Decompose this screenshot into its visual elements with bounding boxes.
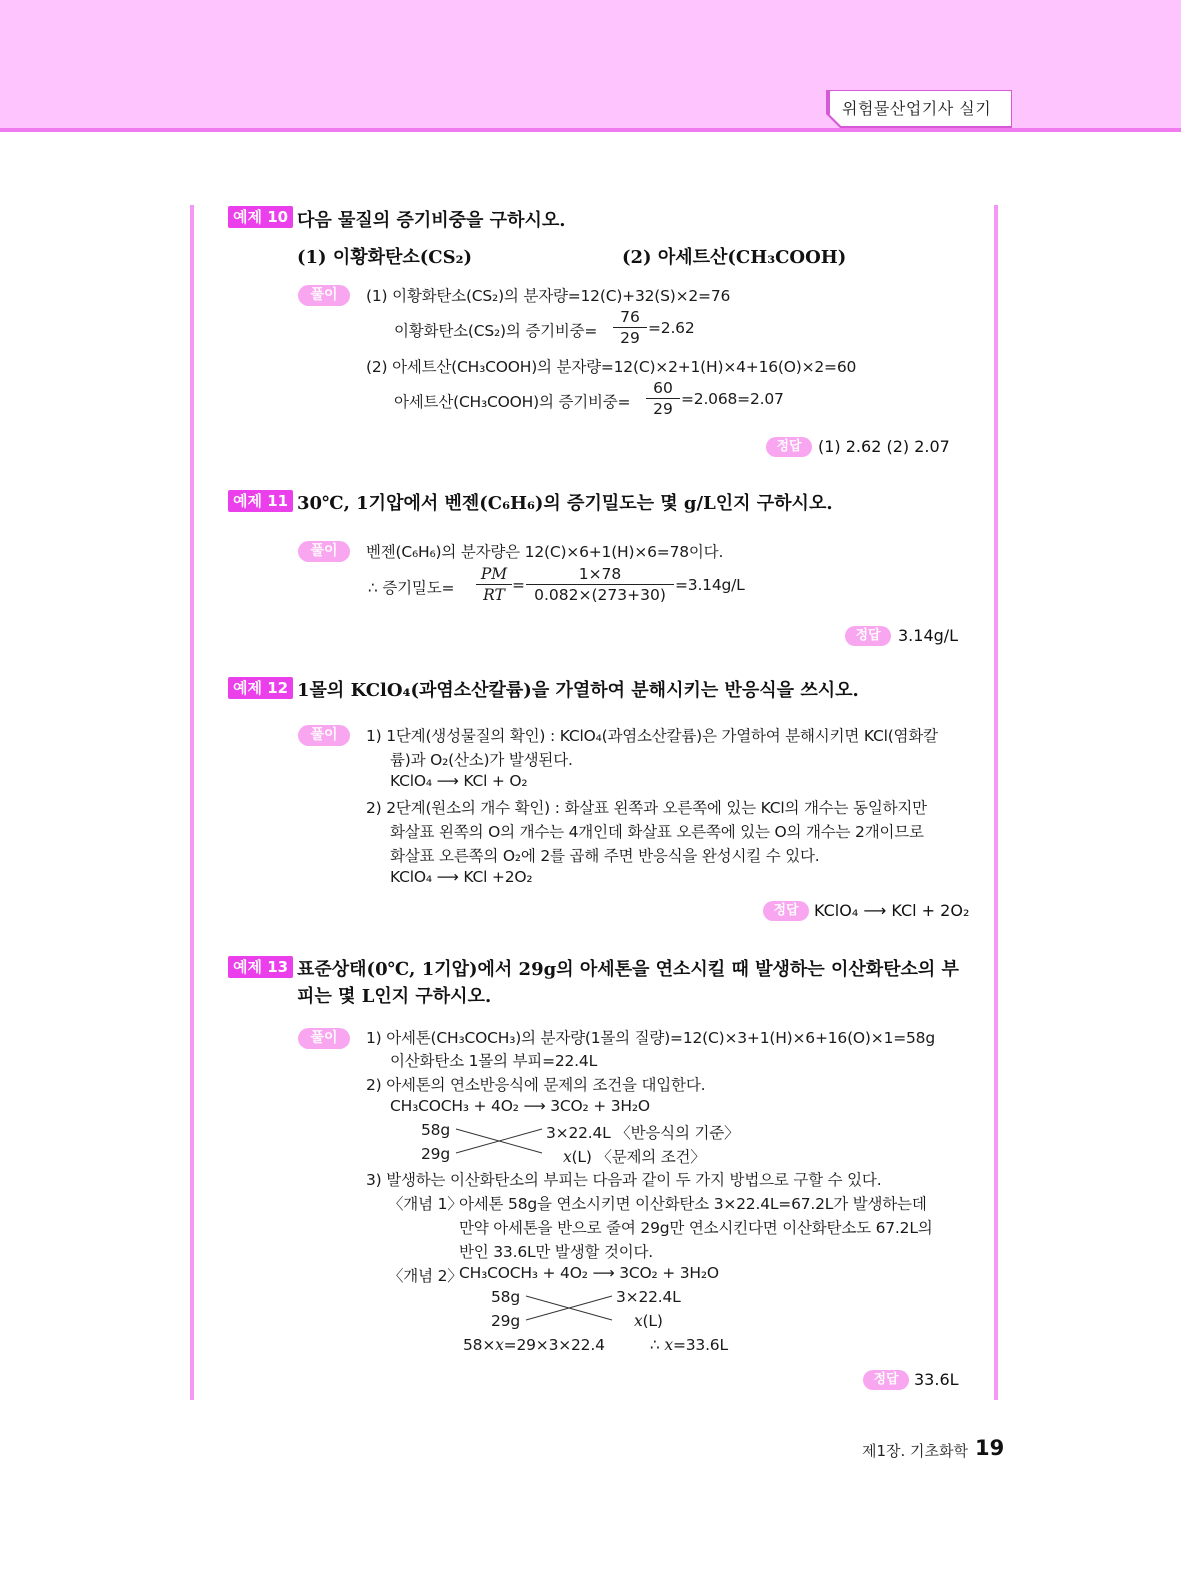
example-12-line-4: 2) 2단계(원소의 개수 확인) : 화살표 왼쪽과 오른쪽에 있는 KCl의 개수는 동일하지만 — [366, 799, 927, 817]
fraction-numerator: 60 — [646, 379, 680, 399]
variable-x: x — [563, 1148, 572, 1166]
example-12-line-2: 륨)과 O₂(산소)가 발생된다. — [390, 751, 573, 769]
example-10-answer: (1) 2.62 (2) 2.07 — [818, 437, 950, 456]
fraction-numerator: 76 — [613, 308, 647, 328]
example-10-line-4-result: =2.068=2.07 — [681, 390, 784, 408]
example-10-item-2: (2) 아세트산(CH₃COOH) — [622, 247, 847, 268]
left-margin-rule — [190, 205, 194, 1400]
example-10-answer-tag: 정답 — [766, 437, 812, 457]
page-number: 19 — [975, 1436, 1005, 1460]
proportion-2-left-bottom: 29g — [491, 1312, 520, 1330]
example-12-line-1: 1) 1단계(생성물질의 확인) : KClO₄(과염소산칼륨)은 가열하여 분해시키면 KCl(염화칼 — [366, 727, 938, 745]
example-12-line-5: 화살표 왼쪽의 O의 개수는 4개인데 화살표 오른쪽에 있는 O의 개수는 2개이므로 — [390, 823, 924, 841]
proportion-2-right-bottom-text: (L) — [642, 1312, 663, 1330]
example-13-tag: 예제 13 — [228, 956, 293, 978]
example-11-solution-tag: 풀이 — [298, 541, 350, 562]
example-13-reaction-1: CH₃COCH₃ + 4O₂ ⟶ 3CO₂ + 3H₂O — [390, 1097, 650, 1115]
concept-2-label: 〈개념 2〉 — [388, 1267, 463, 1285]
proportion-1-right-bottom-text: (L) 〈문제의 조건〉 — [571, 1148, 706, 1166]
fraction-denominator: RT — [483, 586, 505, 604]
example-10-fraction-2 — [646, 379, 680, 418]
concept-1-line-3: 반인 33.6L만 발생할 것이다. — [459, 1243, 654, 1261]
fraction-denominator: 29 — [620, 329, 640, 347]
example-12-line-6: 화살표 오른쪽의 O₂에 2를 곱해 주면 반응식을 완성시킬 수 있다. — [390, 847, 820, 865]
example-12-question: 1몰의 KClO₄(과염소산칼륨)을 가열하여 분해시키는 반응식을 쓰시오. — [297, 680, 859, 701]
header-divider — [0, 128, 1181, 132]
example-12-tag: 예제 12 — [228, 677, 293, 699]
example-13-answer-tag: 정답 — [863, 1370, 909, 1390]
example-13-solution-tag: 풀이 — [298, 1028, 350, 1049]
proportion-1-right-top: 3×22.4L 〈반응식의 기준〉 — [546, 1124, 740, 1142]
example-10-tag: 예제 10 — [228, 206, 293, 228]
final-eq-part-a: 58× — [463, 1336, 496, 1354]
example-11-fraction-pm-rt — [476, 565, 512, 604]
example-13-line-3: 2) 아세톤의 연소반응식에 문제의 조건을 대입한다. — [366, 1076, 706, 1094]
fraction-denominator: 29 — [653, 400, 673, 418]
variable-x: x — [664, 1336, 673, 1354]
example-11-line-1: 벤젠(C₆H₆)의 분자량은 12(C)×6+1(H)×6=78이다. — [366, 543, 724, 561]
example-13-question-line-1: 표준상태(0℃, 1기압)에서 29g의 아세톤을 연소시킬 때 발생하는 이산화탄소의 부 — [297, 959, 959, 980]
concept-1-line-2: 만약 아세톤을 반으로 줄여 29g만 연소시킨다면 이산화탄소도 67.2L의 — [459, 1219, 933, 1237]
variable-x: x — [634, 1312, 643, 1330]
fraction-numerator: PM — [476, 565, 512, 585]
example-11-line-2-result: =3.14g/L — [675, 576, 745, 594]
example-10-item-1: (1) 이황화탄소(CS₂) — [297, 247, 473, 268]
final-result-value: =33.6L — [672, 1336, 728, 1354]
example-10-question: 다음 물질의 증기비중을 구하시오. — [297, 210, 566, 231]
example-11-fraction-values — [526, 565, 674, 604]
example-12-line-3: KClO₄ ⟶ KCl + O₂ — [390, 772, 528, 790]
concept-1-label: 〈개념 1〉 — [388, 1195, 463, 1213]
concept-1-line-1: 아세톤 58g을 연소시키면 이산화탄소 3×22.4L=67.2L가 발생하는데 — [459, 1195, 927, 1213]
example-10-line-2: 이황화탄소(CS₂)의 증기비중= — [394, 322, 598, 340]
variable-x: x — [495, 1336, 504, 1354]
example-11-tag: 예제 11 — [228, 490, 293, 512]
proportion-1-right-bottom — [563, 1145, 706, 1167]
proportion-1-cross-lines — [454, 1126, 546, 1156]
example-11-equals: = — [512, 576, 525, 594]
example-13-line-5: 3) 발생하는 이산화탄소의 부피는 다음과 같이 두 가지 방법으로 구할 수 있다. — [366, 1171, 882, 1189]
therefore-symbol: ∴ — [650, 1336, 660, 1354]
right-margin-rule — [994, 205, 998, 1400]
example-13-answer: 33.6L — [914, 1370, 959, 1389]
example-10-solution-tag: 풀이 — [298, 285, 350, 306]
example-13-question-line-2: 피는 몇 L인지 구하시오. — [297, 986, 492, 1007]
proportion-2-cross-lines — [524, 1293, 616, 1323]
example-11-answer: 3.14g/L — [898, 626, 959, 645]
book-title: 위험물산업기사 실기 — [842, 99, 992, 118]
example-11-answer-tag: 정답 — [845, 626, 891, 646]
example-12-line-7: KClO₄ ⟶ KCl +2O₂ — [390, 868, 533, 886]
proportion-2-right-top: 3×22.4L — [616, 1288, 681, 1306]
footer-chapter: 제1장. 기초화학 — [862, 1442, 969, 1460]
proportion-2-left-top: 58g — [491, 1288, 520, 1306]
example-12-answer-tag: 정답 — [763, 901, 809, 921]
proportion-1-left-bottom: 29g — [421, 1145, 450, 1163]
example-13-line-1: 1) 아세톤(CH₃COCH₃)의 분자량(1몰의 질량)=12(C)×3+1(H)×6+16(O)×1=58g — [366, 1029, 935, 1047]
final-equation — [463, 1336, 605, 1354]
concept-2-reaction: CH₃COCH₃ + 4O₂ ⟶ 3CO₂ + 3H₂O — [459, 1264, 719, 1282]
fraction-numerator: 1×78 — [526, 565, 674, 585]
example-10-line-1: (1) 이황화탄소(CS₂)의 분자량=12(C)+32(S)×2=76 — [366, 287, 731, 305]
example-10-line-4: 아세트산(CH₃COOH)의 증기비중= — [394, 393, 631, 411]
example-12-answer: KClO₄ ⟶ KCl + 2O₂ — [814, 901, 970, 920]
proportion-2-right-bottom — [634, 1312, 663, 1330]
example-11-line-2: ∴ 증기밀도= — [368, 579, 455, 597]
example-10-line-3: (2) 아세트산(CH₃COOH)의 분자량=12(C)×2+1(H)×4+16(O)×2=60 — [366, 358, 857, 376]
example-12-solution-tag: 풀이 — [298, 725, 350, 746]
final-eq-part-b: =29×3×22.4 — [503, 1336, 605, 1354]
example-10-fraction-1 — [613, 308, 647, 347]
proportion-1-left-top: 58g — [421, 1121, 450, 1139]
example-13-line-2: 이산화탄소 1몰의 부피=22.4L — [390, 1052, 598, 1070]
fraction-denominator: 0.082×(273+30) — [534, 586, 666, 604]
example-11-question: 30℃, 1기압에서 벤젠(C₆H₆)의 증기밀도는 몇 g/L인지 구하시오. — [297, 493, 833, 514]
final-result — [650, 1336, 728, 1354]
example-10-line-2-result: =2.62 — [648, 319, 695, 337]
